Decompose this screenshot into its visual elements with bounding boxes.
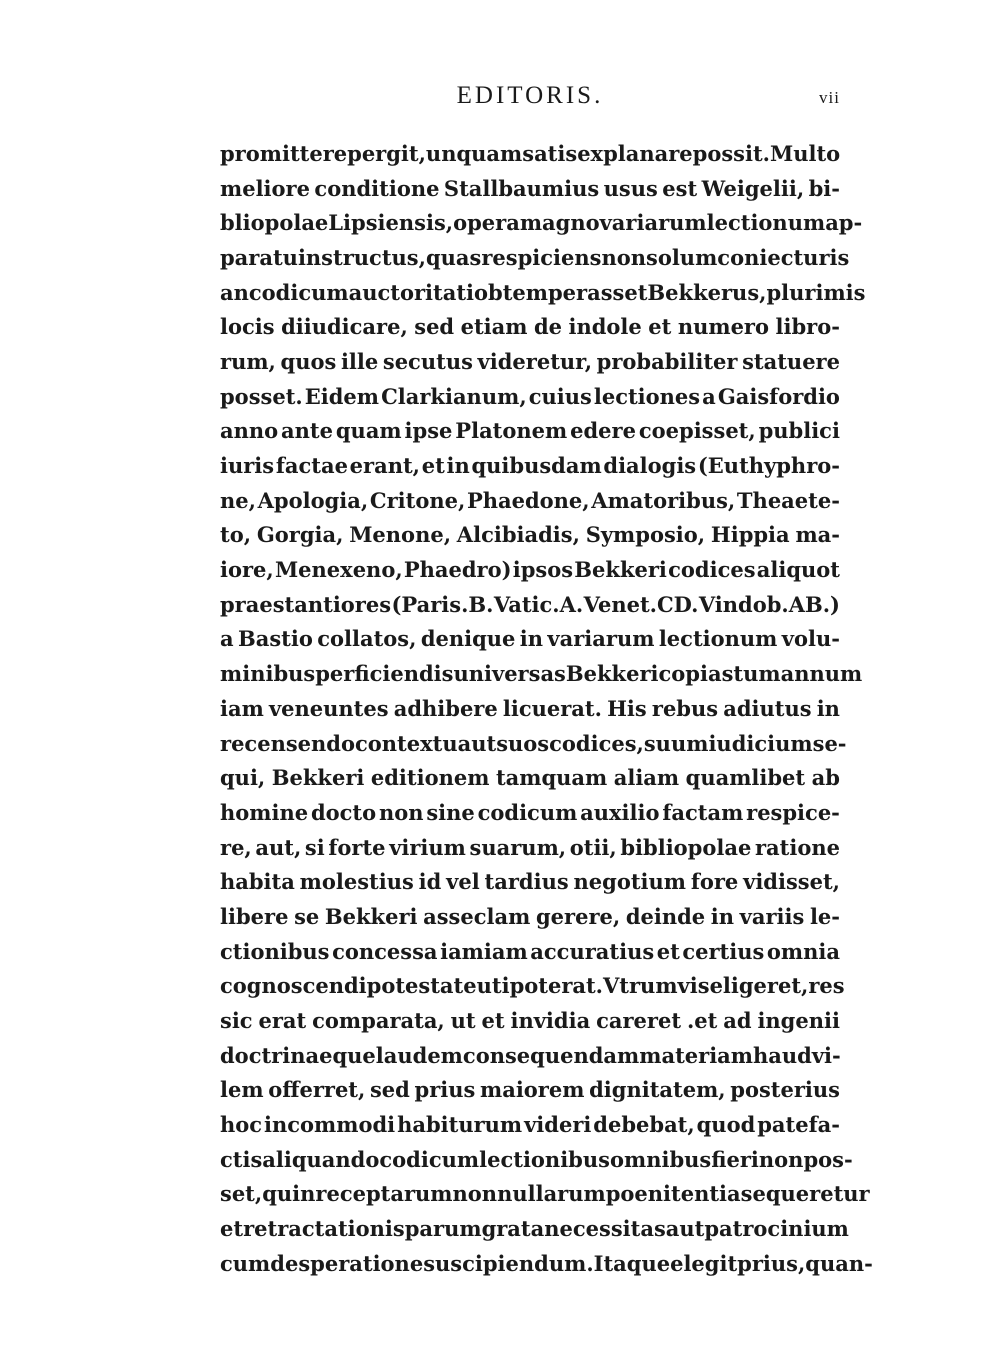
text-word: quod [696,1112,756,1138]
text-word: hoc [220,1112,263,1138]
text-word: editionem [370,765,490,791]
text-word: perficiendis [315,661,454,687]
text-word: elegit [670,1250,738,1276]
text-word: videretur, [477,348,593,374]
text-word: omnia [766,938,840,964]
text-word: negotium [573,869,686,895]
text-word: quin [262,1181,316,1207]
text-word: patefa- [757,1112,840,1138]
text-word: lectionum [658,626,778,652]
text-word: fieri [711,1146,759,1172]
text-line [220,205,863,240]
text-word: incommodi [264,1112,396,1138]
text-word: ma- [795,522,840,548]
text-line [220,864,840,899]
text-word: Menexeno, [274,557,403,583]
text-word: omnibus [609,1146,712,1172]
text-word: ne, [220,487,256,513]
text-word: Itaque [593,1250,671,1276]
text-line [220,344,840,379]
text-word: variarum [547,626,655,652]
text-word: ut [450,1008,476,1034]
text-line [220,552,840,587]
text-word: Hippia [710,522,790,548]
text-word: Venet.CD. [583,591,699,617]
text-line [220,969,845,1004]
text-word: Bastio [237,626,313,652]
text-word: non [378,799,424,825]
text-word: se- [812,730,847,756]
text-word: bliopolae [220,210,329,236]
text-word: codicum [248,279,349,305]
text-word: set, [220,1181,263,1207]
text-word: libro- [775,314,840,340]
text-word: in [816,695,840,721]
text-word: coepisset, [638,418,756,444]
text-word: lectionibus [479,1146,610,1172]
text-word: ingenii [757,1008,840,1034]
text-word: maiorem [480,1077,585,1103]
text-word: eligeret, [709,973,809,999]
text-word: patrocinium [704,1216,849,1242]
text-word: Menone, [349,522,452,548]
text-word: dialogis [603,453,697,479]
text-word: edere [570,418,636,444]
text-word: accuratius [530,938,655,964]
text-line [220,379,840,414]
text-word: veneuntes [268,695,389,721]
text-word: coniecturis [717,244,850,270]
text-word: posset. [220,383,303,409]
text-word: potestate [366,973,477,999]
text-line [220,1107,840,1142]
text-word: a [702,383,716,409]
text-line [220,448,840,483]
text-word: a [220,626,234,652]
text-word: et [421,453,445,479]
text-line [220,136,840,171]
text-word: collatos, [317,626,417,652]
text-word: quamlibet [685,765,806,791]
text-word: sed [414,314,455,340]
text-word: cuius [528,383,592,409]
text-word: lectionum [706,210,826,236]
text-word: est [662,175,698,201]
text-word: factam [662,799,744,825]
text-word: ante [281,418,333,444]
text-word: diiudicare, [281,314,408,340]
text-word: cum [220,1250,271,1276]
text-word: uti [476,973,510,999]
text-word: Gorgia, [256,522,344,548]
text-word: ab [811,765,840,791]
text-word: meliore [220,175,310,201]
running-title: EDITORIS. [456,82,604,109]
text-word: si [304,834,325,860]
text-word: in [446,453,470,479]
text-word: aut [665,1216,705,1242]
text-word: asseclam [423,903,531,929]
text-word: ratione [754,834,840,860]
text-line [220,309,840,344]
text-word: Bekkeri [574,557,667,583]
text-word: suarum, [469,834,567,860]
text-word: poterat. [509,973,603,999]
text-word: in [519,626,544,652]
text-line [220,691,840,726]
text-word: docto [310,799,377,825]
text-word: offerret, [268,1077,366,1103]
text-word: bi- [808,175,840,201]
text-word: quibusdam [471,453,602,479]
text-word: debebat, [593,1112,695,1138]
running-head [220,82,840,118]
text-word: bibliopolae [620,834,752,860]
text-word: codices [668,557,756,583]
text-word: auctoritati [348,279,475,305]
text-word: rum, [220,348,276,374]
text-word: ille [340,348,379,374]
text-word: Critone, [369,487,466,513]
text-word: suos [496,730,550,756]
text-word: ipse [404,418,453,444]
text-word: tamquam [495,765,608,791]
text-word: certius [682,938,765,964]
text-word: Apologia, [257,487,369,513]
text-word: haud [753,1042,812,1068]
text-word: Amatoribus, [591,487,736,513]
text-word: minibus [220,661,316,687]
text-word: volu- [781,626,840,652]
text-line [220,240,850,275]
text-word: parum [404,1216,482,1242]
text-word: id [418,869,442,895]
text-line [220,518,840,553]
text-word: non [601,244,646,270]
text-word: cognoscendi [220,973,367,999]
text-word: Phaedone, [466,487,590,513]
text-word: non [758,1146,804,1172]
text-line [220,171,840,206]
text-word: comparata, [312,1008,445,1034]
text-word: pergit, [347,140,426,166]
text-word: et [656,938,680,964]
text-word: variarum [599,210,707,236]
text-word: quan- [805,1250,873,1276]
text-word: sine [426,799,475,825]
text-word: ipsos [512,557,574,583]
text-word: satis [522,140,578,166]
text-word: tum [733,661,781,687]
text-line [220,1246,873,1281]
text-word: sed [369,1077,410,1103]
text-line [220,587,840,622]
text-line [220,1003,840,1038]
text-word: to, [220,522,252,548]
text-word: possit. [692,140,770,166]
text-word: ctis [220,1146,263,1172]
text-word: erat [258,1008,307,1034]
text-word: ctionibus [220,938,330,964]
text-word: factae [275,453,348,479]
text-line [220,795,840,830]
text-word: iam [220,695,264,721]
text-word: copias [658,661,734,687]
text-word: et [481,1008,505,1034]
text-word: Vatic.A. [493,591,584,617]
text-word: grata [481,1216,545,1242]
text-word: indole [568,314,642,340]
text-word: virium [389,834,466,860]
text-word: aliam [613,765,680,791]
text-word: Weigelii, [701,175,805,201]
text-word: consequendam [462,1042,640,1068]
text-word: le- [809,903,840,929]
text-word: numero [677,314,770,340]
text-word: Platonem [455,418,568,444]
text-word: libere [220,903,289,929]
text-word: fore [690,869,739,895]
text-word: quos [280,348,337,374]
text-word: annum [780,661,863,687]
text-word: et [220,1216,244,1242]
text-line [220,1142,853,1177]
text-word: anno [220,418,279,444]
text-word: iamiam [440,938,528,964]
text-word: Clarkianum, [381,383,527,409]
text-word: retractationis [243,1216,405,1242]
text-line [220,414,840,449]
text-line [220,622,840,657]
text-word: (Euthyphro- [697,453,840,479]
text-word: iudicium [708,730,813,756]
text-line [220,830,840,865]
text-word: molestius [299,869,414,895]
text-word: Symposio, [585,522,706,548]
text-word: aut, [255,834,302,860]
text-word: videri [524,1112,592,1138]
text-word: probabiliter [596,348,738,374]
text-word: lectiones [593,383,701,409]
text-word: habiturum [397,1112,523,1138]
text-word: rebus [651,695,719,721]
text-word: solum [646,244,718,270]
text-word: respiciens [481,244,602,270]
text-word: sic [220,1008,253,1034]
text-word: invidia [510,1008,591,1034]
text-line [220,1073,840,1108]
text-word: variis [739,903,805,929]
text-word: receptarum [315,1181,453,1207]
text-word: se [294,903,320,929]
text-word: desperatione [270,1250,424,1276]
text-word: gerere, [535,903,621,929]
text-line [220,934,840,969]
text-word: recensendo [220,730,355,756]
text-word: codicum [477,799,578,825]
text-word: re, [220,834,252,860]
text-word: nonnullarum [452,1181,606,1207]
text-word: habita [220,869,295,895]
text-word: praestantiores [220,591,392,617]
text-word: Multo [769,140,841,166]
text-word: iuris [220,453,275,479]
text-word: necessitas [544,1216,666,1242]
text-word: Stallbaumius [443,175,600,201]
text-word: opera [453,210,520,236]
text-word: posterius [730,1077,840,1103]
text-word: ap- [825,210,863,236]
text-word: His [607,695,647,721]
text-word: auxilio [580,799,660,825]
text-word: forte [328,834,386,860]
text-word: homine [220,799,309,825]
text-word: denique [420,626,516,652]
text-word: contextu [354,730,458,756]
text-line [220,483,840,518]
text-word: publici [758,418,840,444]
text-word: lem [220,1077,264,1103]
text-word: in [710,903,735,929]
text-word: vi- [811,1042,841,1068]
text-word: concessa [332,938,438,964]
text-line [220,726,847,761]
text-word: de [533,314,563,340]
text-word: codicum [379,1146,480,1172]
text-word: conditione [314,175,440,201]
text-word: materiam [639,1042,754,1068]
text-word: suscipiendum. [423,1250,594,1276]
text-word: Eidem [304,383,380,409]
text-word: adhibere [393,695,498,721]
text-word: magno [519,210,600,236]
text-word: Lipsiensis, [328,210,454,236]
text-word: poenitentia [605,1181,741,1207]
text-word: iore, [220,557,274,583]
text-word: respice- [746,799,840,825]
text-word: Theaete- [736,487,840,513]
text-word: otii, [569,834,617,860]
text-word: etiam [460,314,528,340]
text-word: Bekkeri [271,765,365,791]
text-word: adiutus [723,695,812,721]
text-word: statuere [742,348,840,374]
text-line [220,899,840,934]
text-word: erant, [349,453,420,479]
text-word: pos- [803,1146,853,1172]
text-line [220,760,840,795]
text-word: doctrinaeque [220,1042,376,1068]
text-word: qui, [220,765,266,791]
text-word: vidisset, [743,869,840,895]
text-word: plurimis [766,279,866,305]
text-word: Bekkerus, [647,279,767,305]
page-number: vii [819,88,840,107]
text-word: Bekkeri [565,661,659,687]
text-word: ad [723,1008,752,1034]
text-word: usus [603,175,658,201]
text-word: sequeretur [740,1181,870,1207]
text-word: Alcibiadis, [456,522,580,548]
text-word: Vtrumvis [603,973,710,999]
text-word: secutus [382,348,473,374]
text-word: aliquot [756,557,840,583]
text-word: aut [457,730,497,756]
text-word: aliquando [262,1146,380,1172]
text-word: careret [596,1008,682,1034]
text-line [220,275,866,310]
text-word: .et [686,1008,718,1034]
text-word: dignitatem, [589,1077,726,1103]
text-word: locis [220,314,275,340]
text-word: deinde [625,903,706,929]
text-word: et [648,314,672,340]
text-word: quam [335,418,402,444]
text-word: codices, [549,730,644,756]
text-word: licuerat. [502,695,602,721]
text-word: quas [425,244,482,270]
text-word: (Paris.B. [391,591,494,617]
text-word: Gaisfordio [717,383,840,409]
text-word: Vindob.AB.) [698,591,840,617]
text-word: an [220,279,249,305]
text-word: promittere [220,140,348,166]
text-word: universas [453,661,566,687]
text-word: Bekkeri [324,903,418,929]
text-word: vel [446,869,480,895]
text-word: Phaedro) [403,557,512,583]
text-word: tardius [484,869,569,895]
text-word: suum [643,730,709,756]
text-word: obtemperasset [474,279,648,305]
text-word: prius, [737,1250,806,1276]
text-word: res [808,973,845,999]
text-line [220,656,863,691]
text-word: unquam [425,140,523,166]
text-line [220,1038,840,1073]
text-word: laudem [375,1042,463,1068]
text-word: paratu [220,244,298,270]
text-line [220,1211,849,1246]
text-word: explanare [577,140,693,166]
text-word: instructus, [297,244,426,270]
text-word: prius [414,1077,476,1103]
body-text [220,136,873,1281]
text-line [220,1177,870,1212]
